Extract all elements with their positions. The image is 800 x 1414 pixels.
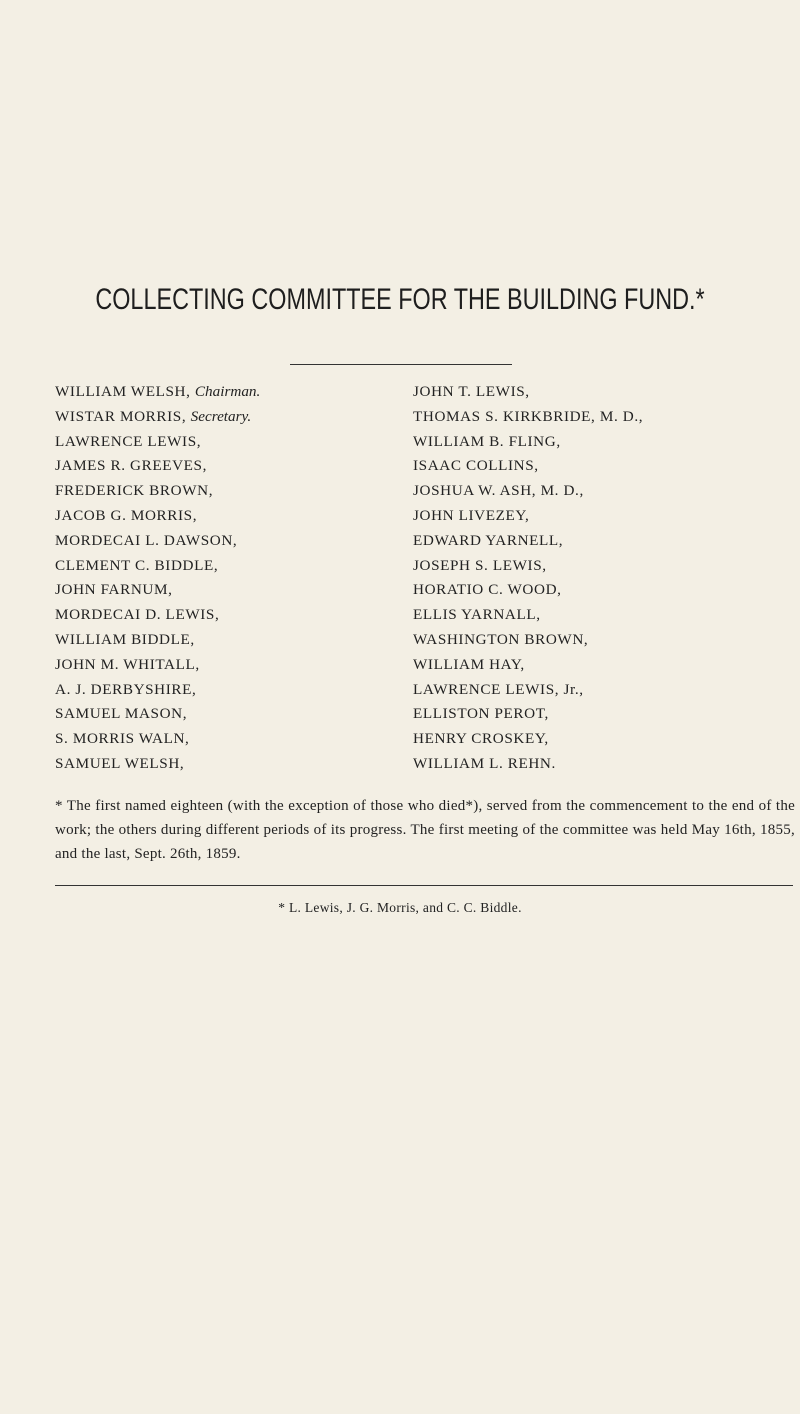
member-name: WILLIAM WELSH, Chairman. <box>55 383 261 400</box>
member-name: ELLIS YARNALL, <box>413 606 541 624</box>
member-name: LAWRENCE LEWIS, <box>55 432 202 450</box>
member-name: WASHINGTON BROWN, <box>413 630 589 648</box>
member-name: WILLIAM BIDDLE, <box>55 630 195 648</box>
member-name: WILLIAM L. REHN. <box>413 754 556 772</box>
member-list-left <box>55 380 260 777</box>
member-name: JOHN T. LEWIS, <box>413 383 530 400</box>
committee-note: * The first named eighteen (with the exception of those who died*), served from the commencement to the end of the work; the others during different periods of its progress. The first meeting of the committee was held May 16th, 1855, and the last, Sept. 26th, 1859. <box>55 798 795 863</box>
member-name: THOMAS S. KIRKBRIDE, M. D., <box>413 407 644 425</box>
member-name: WISTAR MORRIS, Secretary. <box>55 407 252 425</box>
member-role: Chairman. <box>194 383 261 400</box>
member-name: JOSEPH S. LEWIS, <box>413 556 547 574</box>
member-name: ELLISTON PEROT, <box>413 705 549 723</box>
member-name: JOSHUA W. ASH, M. D., <box>413 482 584 500</box>
member-name: A. J. DERBYSHIRE, <box>55 680 197 698</box>
footnote: * L. Lewis, J. G. Morris, and C. C. Biddle. <box>278 900 522 915</box>
footnote-divider <box>55 885 793 886</box>
title-divider <box>290 364 512 365</box>
member-name: MORDECAI L. DAWSON, <box>55 531 238 549</box>
member-name: JOHN LIVEZEY, <box>413 506 530 524</box>
member-name: JOHN FARNUM, <box>55 581 173 599</box>
member-name: ISAAC COLLINS, <box>413 457 539 475</box>
member-role: Secretary. <box>190 407 252 425</box>
member-name: HENRY CROSKEY, <box>413 730 549 748</box>
member-name: JOHN M. WHITALL, <box>55 655 200 673</box>
member-name: CLEMENT C. BIDDLE, <box>55 556 219 574</box>
member-name: SAMUEL MASON, <box>55 705 188 723</box>
member-name: JAMES R. GREEVES, <box>55 457 207 475</box>
member-name: LAWRENCE LEWIS, Jr., <box>413 680 584 698</box>
page-title: COLLECTING COMMITTEE FOR THE BUILDING FUND.* <box>95 283 705 316</box>
member-name: JACOB G. MORRIS, <box>55 506 198 524</box>
member-name: MORDECAI D. LEWIS, <box>55 606 220 624</box>
member-name: WILLIAM B. FLING, <box>413 432 561 450</box>
member-name: HORATIO C. WOOD, <box>413 581 562 599</box>
member-name: WILLIAM HAY, <box>413 655 525 673</box>
member-list-right <box>413 380 643 777</box>
member-name: FREDERICK BROWN, <box>55 482 214 500</box>
member-name: S. MORRIS WALN, <box>55 730 190 748</box>
member-name: EDWARD YARNELL, <box>413 531 564 549</box>
member-name: SAMUEL WELSH, <box>55 754 185 772</box>
